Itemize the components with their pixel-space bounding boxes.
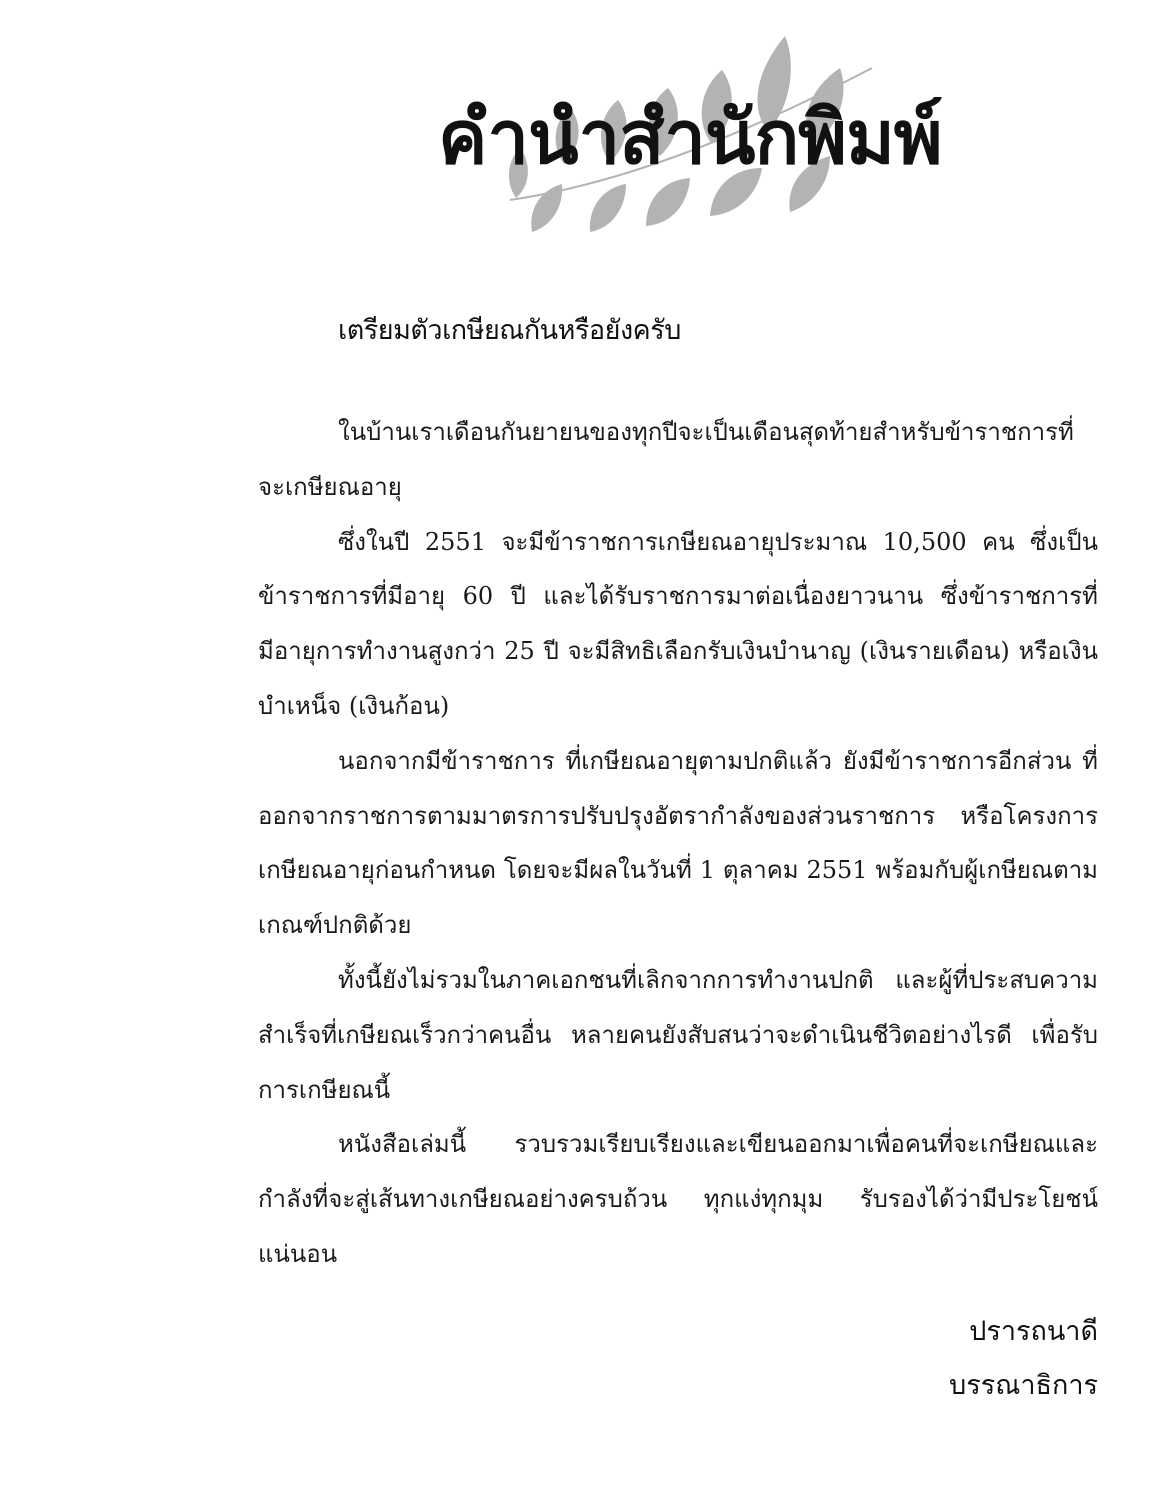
paragraph: ในบ้านเราเดือนกันยายนของทุกปีจะเป็นเดือนสุดท้ายสำหรับข้าราชการที่จะเกษียณอายุ: [258, 418, 1074, 501]
paragraph: นอกจากมีข้าราชการ ที่เกษียณอายุตามปกติแล้ว ยังมีข้าราชการอีกส่วน ที่ออกจากราชการตามมาตรการปรับปรุงอัตรากำลังของส่วนราชการ หรือโครงการเกษียณอายุก่อนกำหนด โดยจะมีผลในวันที่ 1 ตุลาคม 2551 พร้อมกับผู้เกษียณตามเกณฑ์ปกติด้วย: [258, 746, 1098, 940]
paragraph: หนังสือเล่มนี้ รวบรวมเรียบเรียงและเขียนออกมาเพื่อคนที่จะเกษียณและกำลังที่จะสู่เส้นทางเกษียณอย่างครบถ้วน ทุกแง่ทุกมุม รับรองได้ว่ามีประโยชน์แน่นอน: [258, 1130, 1098, 1268]
paragraph: ซึ่งในปี 2551 จะมีข้าราชการเกษียณอายุประมาณ 10,500 คน ซึ่งเป็นข้าราชการที่มีอายุ 60 ปี และได้รับราชการมาต่อเนื่องยาวนาน ซึ่งข้าราชการที่มีอายุการทำงานสูงกว่า 25 ปี จะมีสิทธิเลือกรับเงินบำนาญ (เงินรายเดือน) หรือเงินบำเหน็จ (เงินก้อน): [258, 527, 1098, 720]
signature-block: [949, 1305, 1098, 1413]
signature-closing: ปรารถนาดี: [969, 1316, 1098, 1347]
paragraph: ทั้งนี้ยังไม่รวมในภาคเอกชนที่เลิกจากการทำงานปกติ และผู้ที่ประสบความสำเร็จที่เกษียณเร็วกว่าคนอื่น หลายคนยังสับสนว่าจะดำเนินชีวิตอย่างไรดี เพื่อรับการเกษียณนี้: [258, 965, 1098, 1104]
body-text: [258, 405, 1098, 1282]
page-subtitle: เตรียมตัวเกษียณกันหรือยังครับ: [338, 315, 681, 346]
signature-role: บรรณาธิการ: [949, 1370, 1098, 1401]
page-title: คำนำสำนักพิมพ์: [438, 95, 942, 181]
